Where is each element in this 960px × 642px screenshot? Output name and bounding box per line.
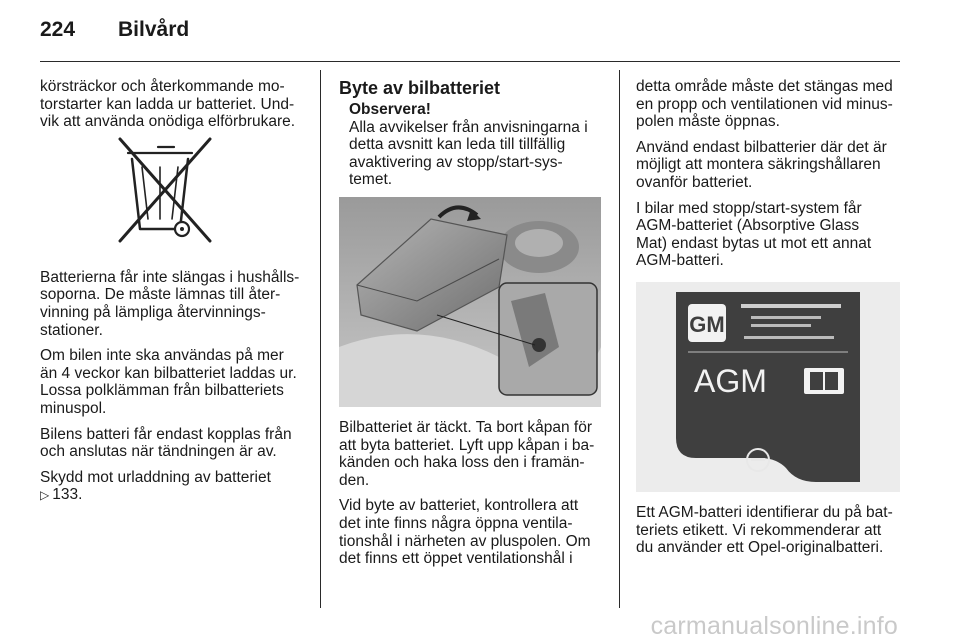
storage-paragraph: Om bilen inte ska användas på mer än 4 veckor kan bilbatteriet laddas ur. Lossa polklämman från bilbatteriets minuspol. [40, 347, 297, 417]
note-title: Observera! [349, 101, 431, 118]
discharge-protection-text: Skydd mot urladdning av batteriet [40, 468, 271, 486]
agm-identify-paragraph: Ett AGM-batteri identifierar du på bat- teriets etikett. Vi rekommenderar att du använder ett Opel-originalbatteri. [636, 503, 893, 557]
note-body: Alla avvikelser från anvisningarna i detta avsnitt kan leda till tillfällig avaktivering av stopp/start-sys- temet. [349, 118, 588, 189]
column-1 [40, 78, 308, 513]
column-divider-1 [320, 70, 321, 608]
page-reference-link[interactable]: 133. [52, 486, 83, 504]
column-divider-2 [619, 70, 620, 608]
section-title: Bilvård [118, 18, 190, 41]
ventilation-paragraph: Vid byte av batteriet, kontrollera att det inte finns några öppna ventila- tionshål i närheten av pluspolen. Om det finns ett öppet ventilationshål i [339, 497, 591, 568]
watermark: carmanualsonline.info [650, 612, 898, 640]
battery-cover-illustration [339, 197, 601, 407]
recycling-bin-crossed-icon [40, 137, 308, 255]
column-2 [339, 78, 605, 576]
remove-cover-paragraph: Bilbatteriet är täckt. Ta bort kåpan för att byta batteriet. Lyft upp kåpan i ba- känden och haka loss den i framän- den. [339, 418, 595, 489]
agm-battery-label-illustration [636, 282, 900, 492]
page-number: 224 [40, 18, 76, 41]
disconnect-paragraph: Bilens batteri får endast kopplas från och anslutas när tändningen är av. [40, 425, 292, 461]
label-type: AGM [694, 362, 767, 399]
column-3 [636, 78, 904, 565]
note-box [339, 101, 605, 189]
label-brand: GM [689, 311, 725, 337]
fuse-holder-paragraph: Använd endast bilbatterier där det är möjligt att montera säkringshållaren ovanför batteriet. [636, 138, 887, 191]
page-reference-arrow-icon: ▷ [40, 488, 50, 503]
agm-requirement-paragraph: I bilar med stopp/start-system får AGM-batteriet (Absorptive Glass Mat) endast bytas ut mot ett annat AGM-batteri. [636, 199, 872, 270]
header-rule [40, 61, 900, 62]
disposal-paragraph: Batterierna får inte slängas i hushålls- soporna. De måste lämnas till åter- vinning på lämpliga återvinnings- stationer. [40, 268, 300, 339]
intro-paragraph: körsträckor och återkommande mo- torstarter kan ladda ur batteriet. Und- vik att använda onödiga elförbrukare. [40, 78, 296, 131]
battery-change-heading: Byte av bilbatteriet [339, 78, 501, 98]
plug-paragraph: detta område måste det stängas med en propp och ventilationen vid minus- polen måste öppnas. [636, 78, 893, 131]
discharge-protection-paragraph [40, 469, 308, 505]
